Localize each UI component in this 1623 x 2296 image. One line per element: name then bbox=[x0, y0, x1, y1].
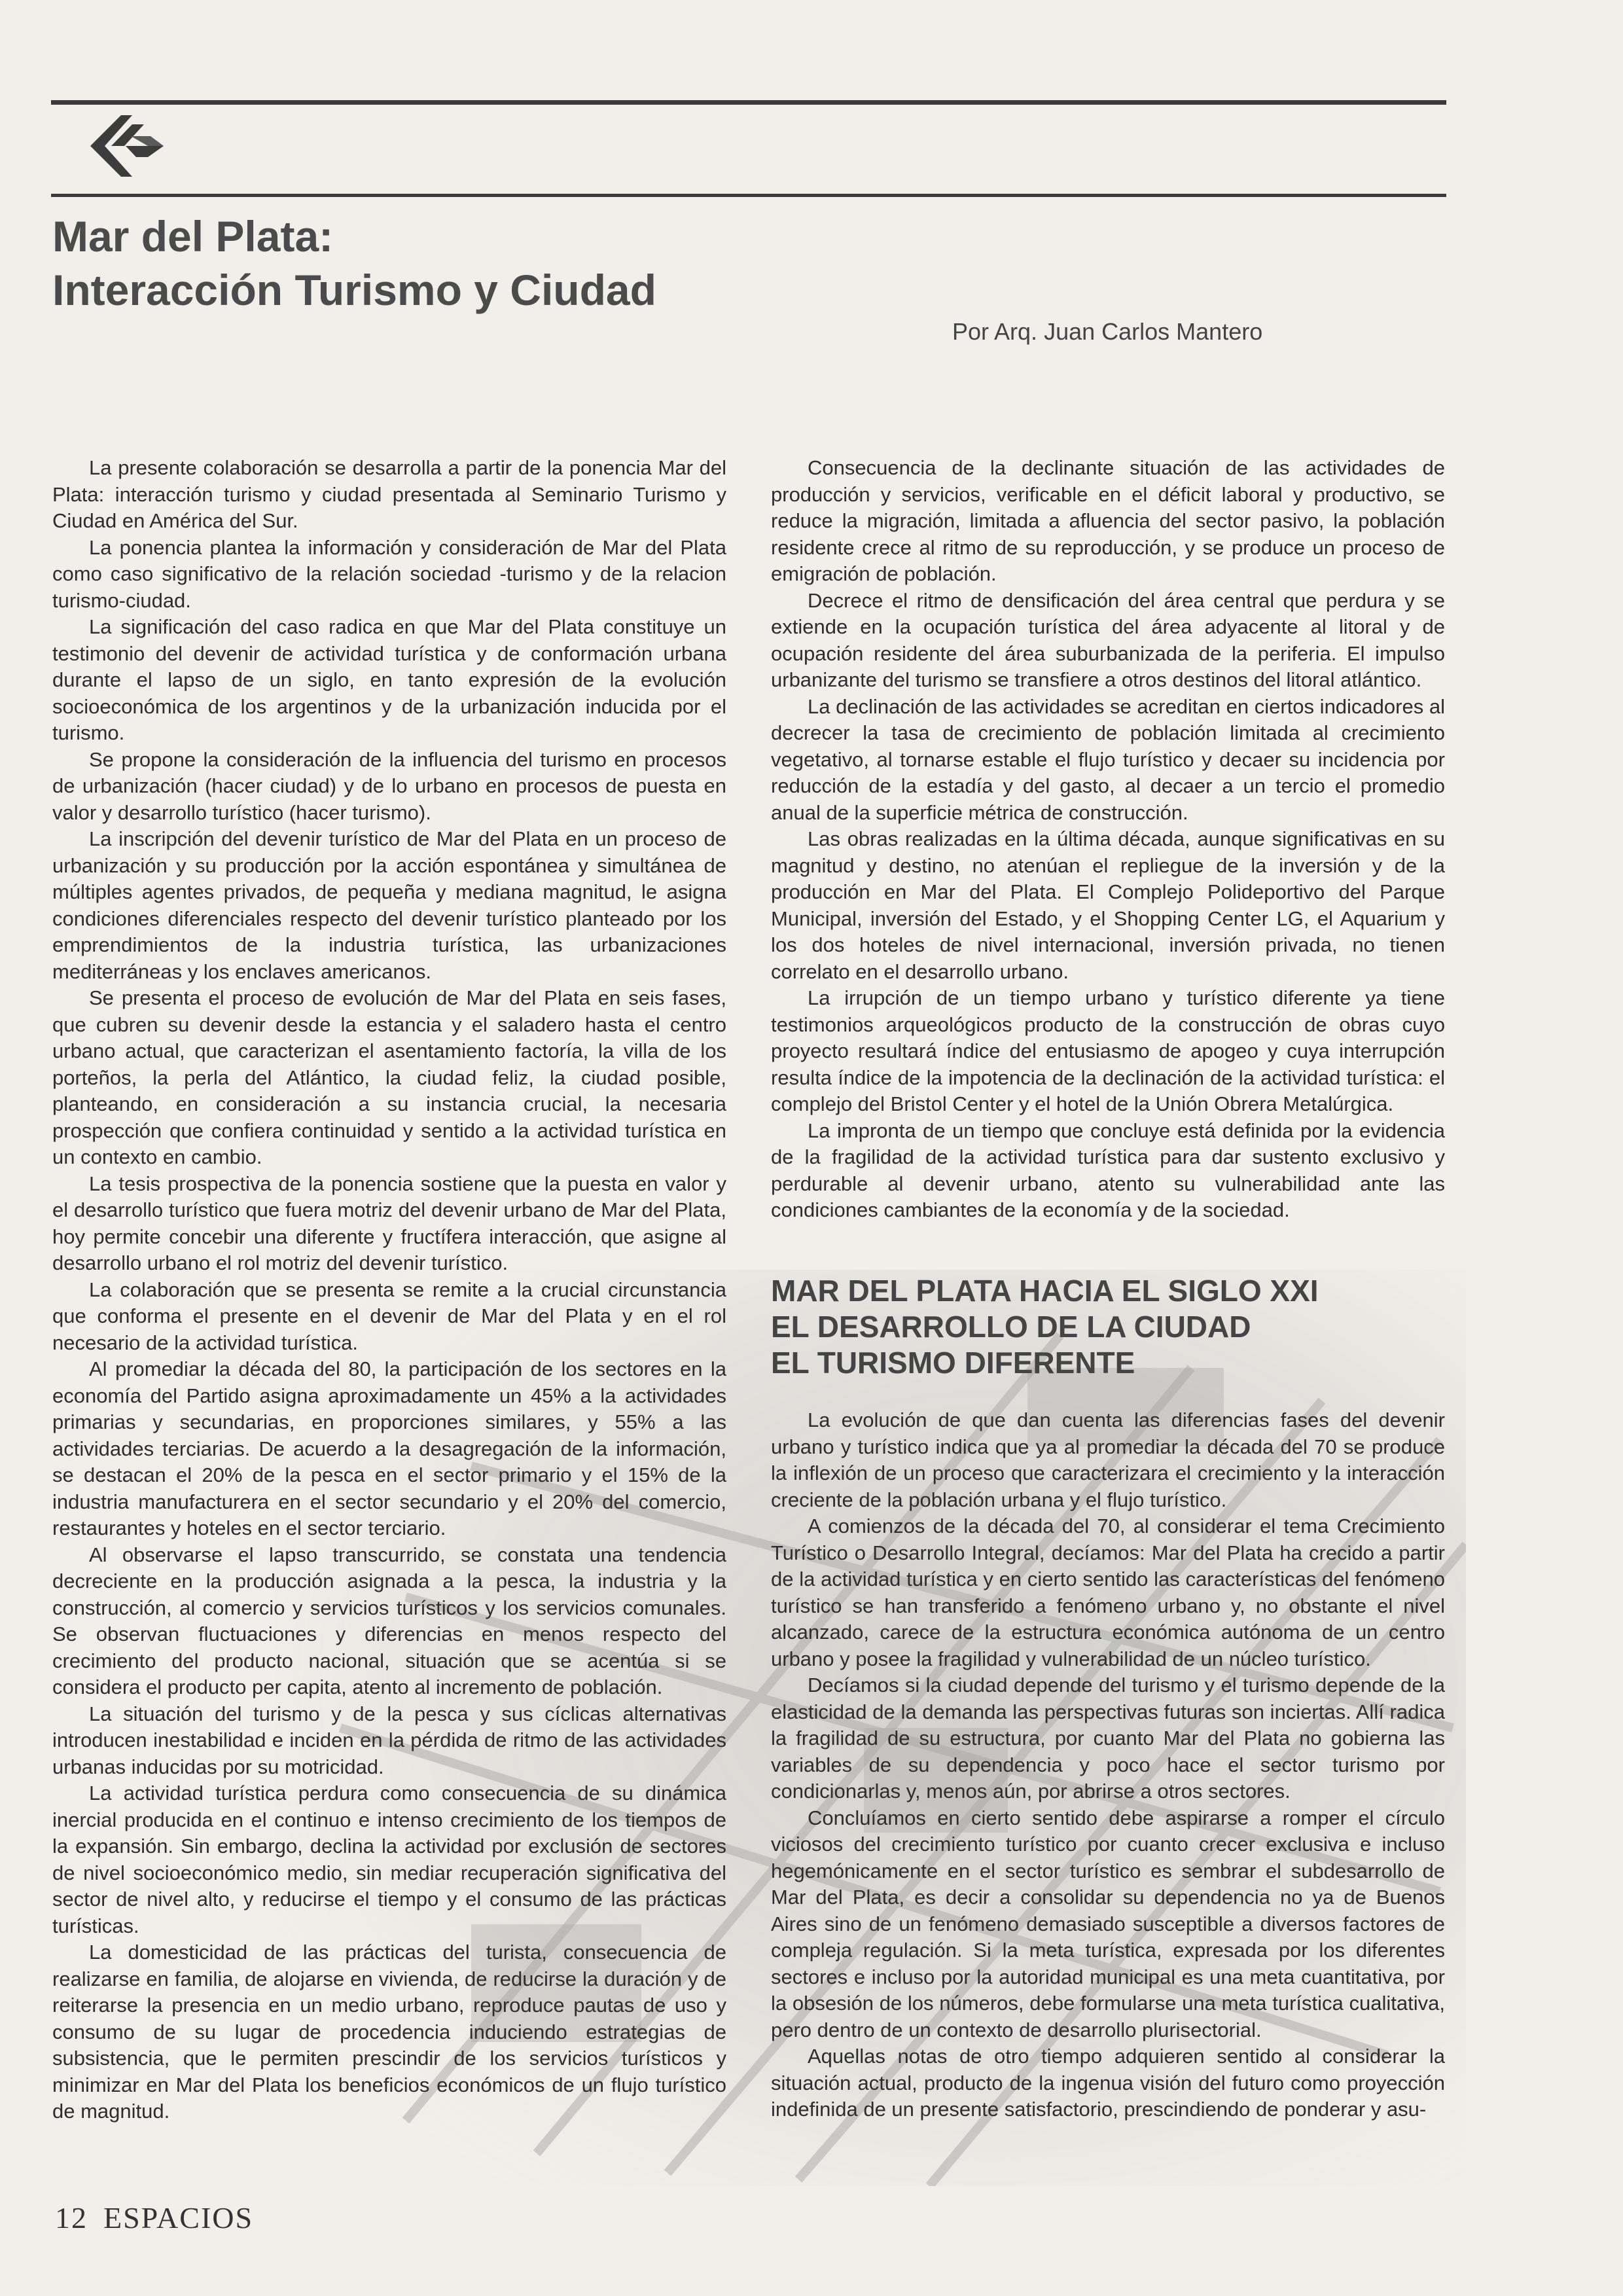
paragraph: La irrupción de un tiempo urbano y turístico diferente ya tiene testimonios arqueológicos producto de la construcción de obras cuyo proyecto resultará índice del entusiasmo de apogeo y cuya interrupción resulta índice de la impotencia de la declinación de la actividad turística: el complejo del Bristol Center y el hotel de la Unión Obrera Metalúrgica. bbox=[771, 986, 1445, 1115]
section-heading bbox=[771, 1273, 1445, 1381]
paragraph: La colaboración que se presenta se remite a la crucial circunstancia que conforma el presente en el devenir de Mar del Plata y en el rol necesario de la actividad turística. bbox=[52, 1278, 726, 1354]
paragraph: Concluíamos en cierto sentido debe aspirarse a romper el círculo viciosos del crecimiento turístico por cuanto crecer exclusiva e incluso hegemónicamente en el sector turístico es sembrar el subdesarrollo de Mar del Plata, es decir a consolidar su dependencia no ya de Buenos Aires sino de un fenómeno demasiado susceptible a diversos factores de compleja regulación. Si la meta turística, expresada por los diferentes sectores e incluso por la autoridad municipal es una meta cuantitativa, por la obsesión de los números, debe formularse una meta turística cualitativa, pero dentro de un contexto de desarrollo plurisectorial. bbox=[771, 1806, 1445, 2041]
section-heading-line-2: EL DESARROLLO DE LA CIUDAD bbox=[771, 1310, 1251, 1344]
chevron-mark-icon bbox=[85, 110, 170, 182]
page-footer bbox=[55, 2200, 253, 2235]
header-rule-top bbox=[51, 100, 1446, 105]
paragraph: Decíamos si la ciudad depende del turismo y el turismo depende de la elasticidad de la demanda las perspectivas futuras son inciertas. Allí radica la fragilidad de su estructura, por cuanto Mar del Plata no gobierna las variables de su dependencia y poco hace el sector turismo por condicionarlas y, menos aún, por abrirse a otros sectores. bbox=[771, 1674, 1445, 1803]
right-column-bottom bbox=[771, 1407, 1445, 2123]
title-line-1: Mar del Plata: bbox=[52, 212, 334, 260]
paragraph: La situación del turismo y de la pesca y sus cíclicas alternativas introducen inestabilidad e inciden en la pérdida de ritmo de las actividades urbanas inducidas por su motricidad. bbox=[52, 1702, 726, 1778]
paragraph: Al promediar la década del 80, la participación de los sectores en la economía del Partido asigna aproximadamente un 45% a la actividades primarias y secundarias, en proporciones similares, y 55% a las actividades terciarias. De acuerdo a la desagregación de la información, se destacan el 20% de la pesca en el sector primario y el 15% de la industria manufacturera en el sector secundario y el 20% del comercio, restaurantes y hoteles en el sector terciario. bbox=[52, 1357, 726, 1539]
right-column-top bbox=[771, 455, 1445, 1224]
byline: Por Arq. Juan Carlos Mantero bbox=[952, 318, 1263, 345]
paragraph: Al observarse el lapso transcurrido, se constata una tendencia decreciente en la producción asignada a la pesca, la industria y la construcción, al comercio y servicios turísticos y los servicios comunales. Se observan fluctuaciones y diferencias en menos respecto del crecimiento del producto nacional, situación que se acentúa si se considera el producto per capita, atento al incremento de población. bbox=[52, 1543, 726, 1698]
magazine-name: ESPACIOS bbox=[103, 2201, 254, 2234]
paragraph: La actividad turística perdura como consecuencia de su dinámica inercial producida en el continuo e intenso crecimiento de los tiempos de la expansión. Sin embargo, declina la actividad por exclusión de sectores de nivel socioeconómico medio, sin mediar recuperación significativa del sector de nivel alto, y reducirse el tiempo y el consumo de las prácticas turísticas. bbox=[52, 1782, 726, 1937]
section-heading-line-1: MAR DEL PLATA HACIA EL SIGLO XXI bbox=[771, 1274, 1319, 1308]
paragraph: Las obras realizadas en la última década, aunque significativas en su magnitud y destino, no atenúan el repliegue de la inversión y de la producción en Mar del Plata. El Complejo Polideportivo del Parque Municipal, inversión del Estado, y el Shopping Center LG, el Aquarium y los dos hoteles de nivel internacional, inversión privada, no tienen correlato en el desarrollo urbano. bbox=[771, 827, 1445, 983]
section-heading-line-3: EL TURISMO DIFERENTE bbox=[771, 1346, 1135, 1380]
paragraph: La tesis prospectiva de la ponencia sostiene que la puesta en valor y el desarrollo turístico que fuera motriz del devenir urbano de Mar del Plata, hoy permite concebir una diferente y fructífera interacción, que asigne al desarrollo urbano el rol motriz del devenir turístico. bbox=[52, 1172, 726, 1274]
left-column bbox=[52, 455, 726, 2125]
header-rule-bottom bbox=[51, 194, 1446, 197]
paragraph: La evolución de que dan cuenta las diferencias fases del devenir urbano y turístico indica que ya al promediar la década del 70 se produce la inflexión de un proceso que caracterizara el crecimiento y la interacción creciente de la población urbana y el flujo turístico. bbox=[771, 1408, 1445, 1511]
page-number: 12 bbox=[55, 2201, 88, 2234]
paragraph: Consecuencia de la declinante situación de las actividades de producción y servicios, verificable en el déficit laboral y productivo, se reduce la migración, limitada a afluencia del sector pasivo, la población residente crece al ritmo de su reproducción, y se produce un proceso de emigración de población. bbox=[771, 456, 1445, 585]
paragraph: Se presenta el proceso de evolución de Mar del Plata en seis fases, que cubren su devenir desde la estancia y el saladero hasta el centro urbano actual, que caracterizan el asentamiento factoría, la villa de los porteños, la perla del Atlántico, la ciudad feliz, la ciudad posible, planteando, en consideración a su instancia crucial, la necesaria prospección que confiera continuidad y sentido a la actividad turística en un contexto en cambio. bbox=[52, 986, 726, 1168]
paragraph: La domesticidad de las prácticas del turista, consecuencia de realizarse en familia, de alojarse en vivienda, de reducirse la duración y de reiterarse la presencia en un medio urbano, reproduce pautas de uso y consumo de su lugar de procedencia induciendo estrategias de subsistencia, que le permiten prescindir de los servicios turísticos y minimizar en Mar del Plata los beneficios económicos de un flujo turístico de magnitud. bbox=[52, 1941, 726, 2123]
paragraph: La significación del caso radica en que Mar del Plata constituye un testimonio del devenir de actividad turística y de conformación urbana durante el lapso de un siglo, en tanto expresión de la evolución socioeconómica de los argentinos y de la urbanización inducida por el turismo. bbox=[52, 615, 726, 744]
paragraph: Se propone la consideración de la influencia del turismo en procesos de urbanización (hacer ciudad) y de lo urbano en procesos de puesta en valor y desarrollo turístico (hacer turismo). bbox=[52, 747, 726, 824]
paragraph: La declinación de las actividades se acreditan en ciertos indicadores al decrecer la tasa de crecimiento de población limitada al crecimiento vegetativo, al tornarse estable el flujo turístico y decaer su incidencia por reducción de la estadía y del gasto, al decaer a un tercio el promedio anual de la superficie métrica de construcción. bbox=[771, 694, 1445, 824]
paragraph: La presente colaboración se desarrolla a partir de la ponencia Mar del Plata: interacción turismo y ciudad presentada al Seminario Turismo y Ciudad en América del Sur. bbox=[52, 456, 726, 532]
paragraph: Aquellas notas de otro tiempo adquieren sentido al considerar la situación actual, producto de la ingenua visión del futuro como proyección indefinida de un presente satisfactorio, prescindiendo de ponderar y asu- bbox=[771, 2045, 1445, 2121]
paragraph: La inscripción del devenir turístico de Mar del Plata en un proceso de urbanización y su producción por la acción espontánea y simultánea de múltiples agentes privados, de pequeña y mediana magnitud, le asigna condiciones diferenciales respecto del devenir turístico planteado por los emprendimientos de la industria turística, las urbanizaciones mediterráneas y los enclaves americanos. bbox=[52, 827, 726, 983]
paragraph: La ponencia plantea la información y consideración de Mar del Plata como caso significativo de la relación sociedad -turismo y de la relacion turismo-ciudad. bbox=[52, 535, 726, 612]
paragraph: A comienzos de la década del 70, al considerar el tema Crecimiento Turístico o Desarrollo Integral, decíamos: Mar del Plata ha crecido a partir de la actividad turística y en cierto sentido las características del fenómeno turístico se han transferido a fenómeno urbano y, no obstante el nivel alcanzado, carece de la estructura económica autónoma de un centro urbano y posee la fragilidad y vulnerabilidad de un núcleo turístico. bbox=[771, 1515, 1445, 1670]
paragraph: Decrece el ritmo de densificación del área central que perdura y se extiende en la ocupación turística del área adyacente al litoral y de ocupación residente del área suburbanizada de la periferia. El impulso urbanizante del turismo se transfiere a otros destinos del litoral atlántico. bbox=[771, 588, 1445, 691]
article-title bbox=[52, 209, 969, 317]
title-line-2: Interacción Turismo y Ciudad bbox=[52, 266, 656, 314]
paragraph: La impronta de un tiempo que concluye está definida por la evidencia de la fragilidad de la actividad turística para dar sustento exclusivo y perdurable al devenir urbano, atento su vulnerabilidad ante las condiciones cambiantes de la economía y de la sociedad. bbox=[771, 1119, 1445, 1221]
